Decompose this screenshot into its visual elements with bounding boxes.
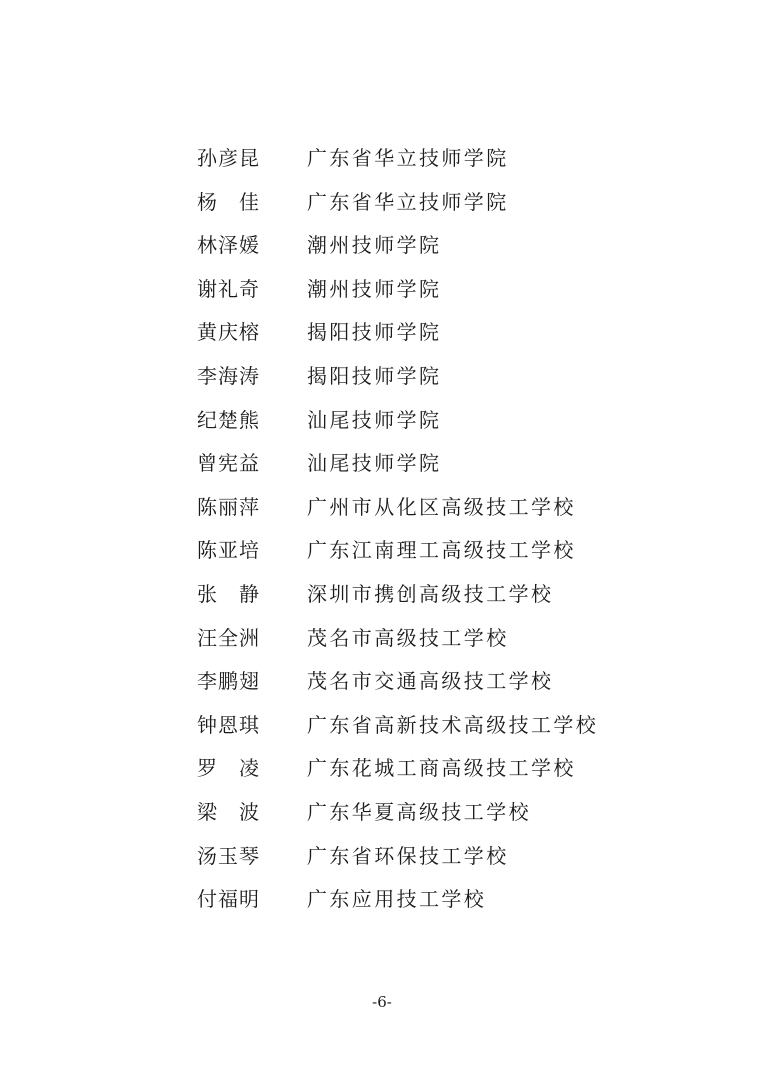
school-name: 广东省环保技工学校 [307, 843, 509, 868]
person-name: 李海涛 [197, 363, 260, 388]
list-item [0, 745, 764, 789]
list-item [0, 179, 764, 223]
school-name: 广东省华立技师学院 [307, 146, 509, 170]
school-name: 深圳市携创高级技工学校 [307, 581, 554, 606]
school-name: 广东花城工商高级技工学校 [307, 756, 576, 781]
page-number: -6- [372, 993, 392, 1011]
list-item [0, 876, 764, 920]
list-item [0, 309, 764, 353]
person-name: 纪楚熊 [197, 407, 260, 432]
person-name: 李鹏翅 [197, 669, 260, 694]
school-name: 汕尾技师学院 [307, 407, 442, 432]
person-name: 陈亚培 [197, 538, 260, 563]
person-name: 陈丽萍 [197, 494, 260, 519]
school-name: 揭阳技师学院 [307, 363, 442, 388]
school-name: 揭阳技师学院 [307, 320, 442, 345]
award-list [0, 135, 764, 920]
school-name: 汕尾技师学院 [307, 451, 442, 476]
person-name: 付福明 [197, 887, 260, 912]
person-name: 林泽媛 [197, 233, 260, 258]
person-name: 汪全洲 [197, 625, 260, 650]
school-name: 广东省华立技师学院 [307, 189, 509, 214]
list-item [0, 397, 764, 441]
list-item [0, 484, 764, 528]
person-name: 孙彦昆 [197, 146, 260, 170]
person-name: 钟恩琪 [197, 712, 260, 737]
list-item [0, 135, 764, 179]
person-name: 梁 波 [197, 799, 260, 824]
list-item [0, 527, 764, 571]
list-item [0, 789, 764, 833]
school-name: 茂名市交通高级技工学校 [307, 669, 554, 694]
list-item [0, 222, 764, 266]
list-item [0, 833, 764, 877]
list-item [0, 702, 764, 746]
person-name: 谢礼奇 [197, 276, 260, 301]
list-item [0, 571, 764, 615]
school-name: 广东江南理工高级技工学校 [307, 538, 576, 563]
school-name: 潮州技师学院 [307, 233, 442, 258]
school-name: 广东应用技工学校 [307, 887, 487, 912]
school-name: 广东华夏高级技工学校 [307, 799, 531, 824]
person-name: 曾宪益 [197, 451, 260, 476]
list-item [0, 658, 764, 702]
list-item [0, 266, 764, 310]
person-name: 张 静 [197, 581, 260, 606]
school-name: 茂名市高级技工学校 [307, 625, 509, 650]
list-item [0, 440, 764, 484]
person-name: 罗 凌 [197, 756, 260, 781]
list-item [0, 353, 764, 397]
list-item [0, 615, 764, 659]
person-name: 汤玉琴 [197, 843, 260, 868]
school-name: 潮州技师学院 [307, 276, 442, 301]
school-name: 广州市从化区高级技工学校 [307, 494, 576, 519]
school-name: 广东省高新技术高级技工学校 [307, 712, 599, 737]
person-name: 杨 佳 [197, 189, 260, 214]
person-name: 黄庆榕 [197, 320, 260, 345]
